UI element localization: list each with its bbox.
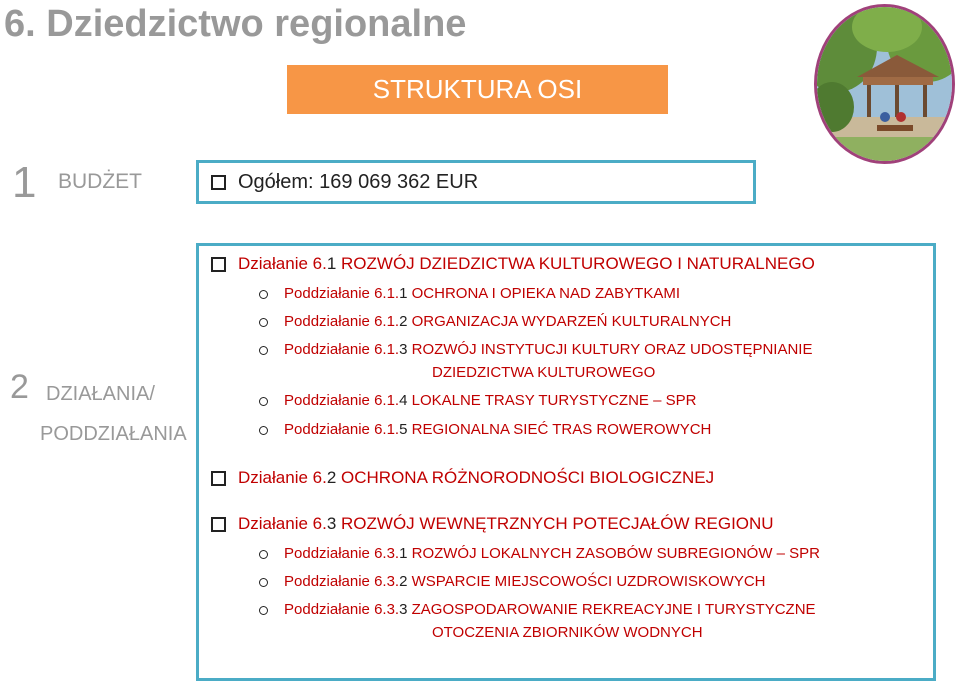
action-prefix: Działanie 6. [238,254,327,273]
subaction-6-3-2 [259,573,766,590]
circle-bullet-icon [259,578,268,587]
subaction-6-3-3 [259,601,816,618]
action-name: ROZWÓJ DZIEDZICTWA KULTUROWEGO I NATURALNEGO [336,254,815,273]
circle-bullet-icon [259,550,268,559]
budget-value: 169 069 362 EUR [319,170,479,193]
section-1-label: BUDŻET [58,170,142,193]
action-prefix: Działanie 6. [238,514,327,533]
subaction-name: ROZWÓJ INSTYTUCJI KULTURY ORAZ UDOSTĘPNIANIE [411,341,813,358]
subaction-number: 2 [399,573,408,590]
circle-bullet-icon [259,290,268,299]
subaction-number: 4 [399,392,408,409]
subaction-6-1-3 [259,341,812,358]
subaction-name: ZAGOSPODAROWANIE REKREACYJNE I TURYSTYCZNE [411,601,816,618]
subaction-prefix: Poddziałanie 6.3. [284,573,400,590]
circle-bullet-icon [259,606,268,615]
action-name: ROZWÓJ WEWNĘTRZNYCH POTECJAŁÓW REGIONU [336,514,774,533]
action-number: 3 [326,514,337,533]
subaction-6-1-2 [259,313,731,330]
subaction-continuation: DZIEDZICTWA KULTUROWEGO [432,364,656,381]
actions-box [196,243,936,681]
subaction-continuation: OTOCZENIA ZBIORNIKÓW WODNYCH [432,624,703,641]
section-2-number: 2 [10,368,29,406]
subaction-number: 1 [399,545,408,562]
action-prefix: Działanie 6. [238,468,327,487]
subaction-prefix: Poddziałanie 6.3. [284,545,400,562]
action-6-3 [211,514,774,534]
circle-bullet-icon [259,426,268,435]
budget-prefix: Ogółem: [238,170,320,193]
action-6-2 [211,468,714,488]
subaction-name: OCHRONA I OPIEKA NAD ZABYTKAMI [411,285,680,302]
circle-bullet-icon [259,397,268,406]
subaction-prefix: Poddziałanie 6.1. [284,285,400,302]
subaction-name: LOKALNE TRASY TURYSTYCZNE – SPR [411,392,697,409]
checkbox-bullet-icon [211,517,226,532]
checkbox-bullet-icon [211,257,226,272]
subaction-prefix: Poddziałanie 6.1. [284,313,400,330]
subaction-prefix: Poddziałanie 6.3. [284,601,400,618]
action-name: OCHRONA RÓŻNORODNOŚCI BIOLOGICZNEJ [336,468,715,487]
action-6-1 [211,254,815,274]
subaction-name: WSPARCIE MIEJSCOWOŚCI UZDROWISKOWYCH [411,573,766,590]
subaction-prefix: Poddziałanie 6.1. [284,392,400,409]
checkbox-bullet-icon [211,175,226,190]
section-1-number: 1 [12,158,37,207]
section-2-label-line1: DZIAŁANIA/ [46,383,155,405]
section-2-label-line2: PODDZIAŁANIA [40,423,187,445]
park-pavilion-photo [814,4,955,164]
circle-bullet-icon [259,346,268,355]
subaction-number: 1 [399,285,408,302]
circle-bullet-icon [259,318,268,327]
subaction-6-1-4 [259,392,696,409]
budget-box [196,160,756,204]
subaction-number: 5 [399,421,408,438]
structure-banner: STRUKTURA OSI [287,65,668,114]
subaction-6-1-1 [259,285,680,302]
checkbox-bullet-icon [211,471,226,486]
subaction-number: 3 [399,341,408,358]
page-title: 6. Dziedzictwo regionalne [4,3,467,45]
subaction-name: ORGANIZACJA WYDARZEŃ KULTURALNYCH [411,313,732,330]
action-number: 1 [326,254,337,273]
action-number: 2 [326,468,337,487]
subaction-6-1-5 [259,421,711,438]
subaction-name: ROZWÓJ LOKALNYCH ZASOBÓW SUBREGIONÓW – SPR [411,545,820,562]
subaction-6-3-1 [259,545,820,562]
subaction-prefix: Poddziałanie 6.1. [284,421,400,438]
subaction-prefix: Poddziałanie 6.1. [284,341,400,358]
subaction-number: 3 [399,601,408,618]
subaction-number: 2 [399,313,408,330]
subaction-name: REGIONALNA SIEĆ TRAS ROWEROWYCH [411,421,712,438]
